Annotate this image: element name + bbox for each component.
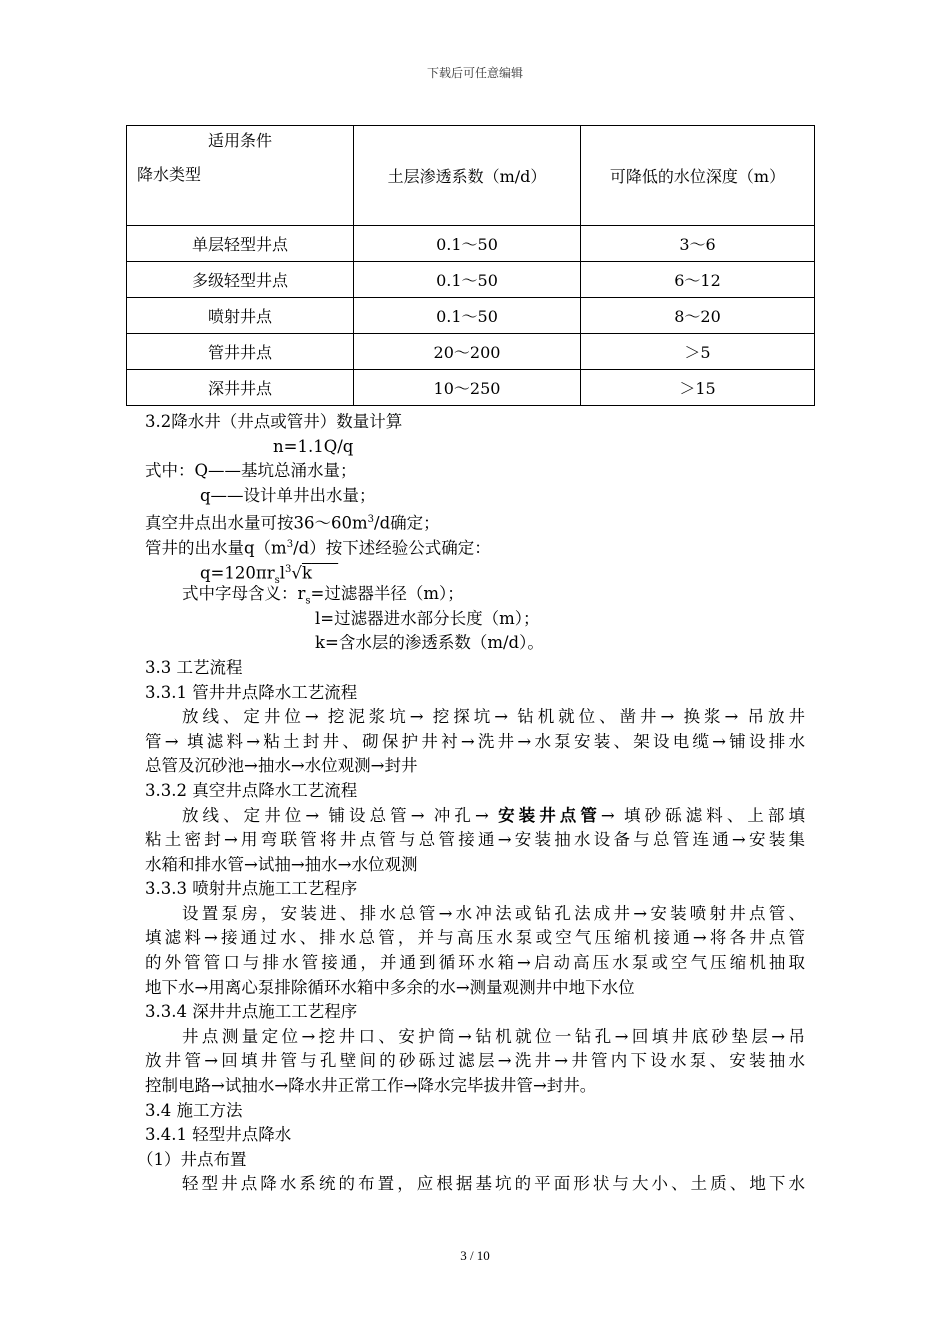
header-condition-label: 适用条件 [207, 131, 272, 150]
tube-rate-line: 管井的出水量$q(m^3/d)$按下述经验公式确定： [145, 538, 491, 558]
cell-type: 喷射井点 [127, 298, 354, 334]
page-number: 3 / 10 [460, 1248, 490, 1263]
section-3-4-1-heading: 3.4.1 轻型井点降水 [145, 1125, 292, 1145]
cell-depth: 6～12 [581, 262, 815, 298]
section-3-3-3-heading: 3.3.3 喷射井点施工工艺程序 [145, 879, 358, 899]
document-body [137, 410, 805, 1197]
cell-permeability: 0.1～50 [354, 262, 581, 298]
cell-depth: 3～6 [581, 226, 815, 262]
section-3-3-2-heading: 3.3.2 真空井点降水工艺流程 [145, 780, 358, 800]
paragraph-line: 地下水→用离心泵排除循环水箱中多余的水→测量观测井中地下水位 [145, 977, 635, 997]
paragraph-line: 的外管管口与排水管接通，并通到循环水箱→启动高压水泵或空气压缩机抽取 [145, 953, 805, 973]
header-depth: 可降低的水位深度（m） [581, 126, 815, 226]
table-row [127, 334, 815, 370]
section-3-2-heading: 3.2降水井（井点或管井）数量计算 [145, 412, 403, 431]
paragraph-line: 总管及沉砂池→抽水→水位观测→封井 [145, 756, 418, 776]
table-header-diagonal-cell [127, 126, 354, 226]
paragraph-line: 水箱和排水管→试抽→抽水→水位观测 [145, 854, 418, 874]
table-row [127, 298, 815, 334]
legend-r: 式中字母含义：$r_s=$过滤器半径（m）； [182, 584, 464, 607]
cell-permeability: 20～200 [354, 334, 581, 370]
paragraph-line: 井点测量定位→挖井口、安护筒→钻机就位一钻孔→回填井底砂垫层→吊 [182, 1026, 805, 1046]
cell-type: 多级轻型井点 [127, 262, 354, 298]
formula-q: $q=120\pi r_sl^3√k$ [200, 563, 312, 586]
paragraph-line: 设置泵房，安装进、排水总管→水冲法或钻孔法成井→安装喷射井点管、 [182, 903, 805, 923]
page-header: 下载后可任意编辑 [426, 66, 523, 80]
table-row [127, 262, 815, 298]
cell-depth: ＞15 [581, 370, 815, 406]
table-header-row [127, 126, 815, 226]
cell-depth: ＞5 [581, 334, 815, 370]
cell-permeability: 0.1～50 [354, 298, 581, 334]
cell-type: 管井井点 [127, 334, 354, 370]
cell-permeability: 10～250 [354, 370, 581, 406]
paragraph-line: 控制电路→试抽水→降水井正常工作→降水完毕拔井管→封井。 [145, 1076, 597, 1096]
paragraph-line: 轻型井点降水系统的布置，应根据基坑的平面形状与大小、土质、地下水 [182, 1174, 805, 1194]
table-row [127, 370, 815, 406]
section-3-3-4-heading: 3.3.4 深井井点施工工艺程序 [145, 1002, 358, 1022]
legend-k: k=含水层的渗透系数（m/d）。 [315, 633, 544, 653]
cell-permeability: 0.1～50 [354, 226, 581, 262]
header-permeability: 土层渗透系数（m/d） [354, 126, 581, 226]
paragraph-line: 填滤料→接通过水、排水总管，并与高压水泵或空气压缩机接通→将各井点管 [145, 928, 805, 948]
paragraph-line: 放线、定井位→ 挖泥浆坑→ 挖探坑→ 钻机就位、凿井→ 换浆→ 吊放井 [182, 707, 805, 727]
paragraph-line: 粘土密封→用弯联管将井点管与总管接通→安装抽水设备与总管连通→安装集 [145, 830, 805, 850]
dewatering-table [126, 125, 815, 406]
legend-l: l=过滤器进水部分长度（m）； [315, 608, 540, 628]
section-3-4-heading: 3.4 施工方法 [145, 1100, 243, 1120]
formula-n: n=1.1Q/q [273, 436, 354, 456]
cell-type: 单层轻型井点 [127, 226, 354, 262]
paragraph-line: 管→ 填滤料→粘土封井、砌保护井衬→洗井→水泵安装、架设电缆→铺设排水 [145, 731, 805, 751]
table-row [127, 226, 815, 262]
header-type-label: 降水类型 [137, 165, 202, 184]
paragraph-line: 放线、定井位→ 铺设总管→ 冲孔→ 安装井点管→ 填砂砾滤料、上部填 [182, 805, 805, 825]
cell-depth: 8～20 [581, 298, 815, 334]
definition-q-single: q——设计单井出水量； [200, 485, 376, 505]
paragraph-line: 放井管→回填井管与孔壁间的砂砾过滤层→洗井→井管内下设水泵、安装抽水 [145, 1051, 805, 1071]
subsection-well-layout: （1）井点布置 [137, 1149, 247, 1169]
cell-type: 深井井点 [127, 370, 354, 406]
vacuum-rate-line: 真空井点出水量可按$36\sim 60m^3/d$确定； [145, 513, 440, 533]
definition-q-total: 式中：Q——基坑总涌水量； [145, 461, 357, 481]
section-3-3-heading: 3.3 工艺流程 [145, 657, 243, 677]
section-3-3-1-heading: 3.3.1 管井井点降水工艺流程 [145, 682, 358, 702]
